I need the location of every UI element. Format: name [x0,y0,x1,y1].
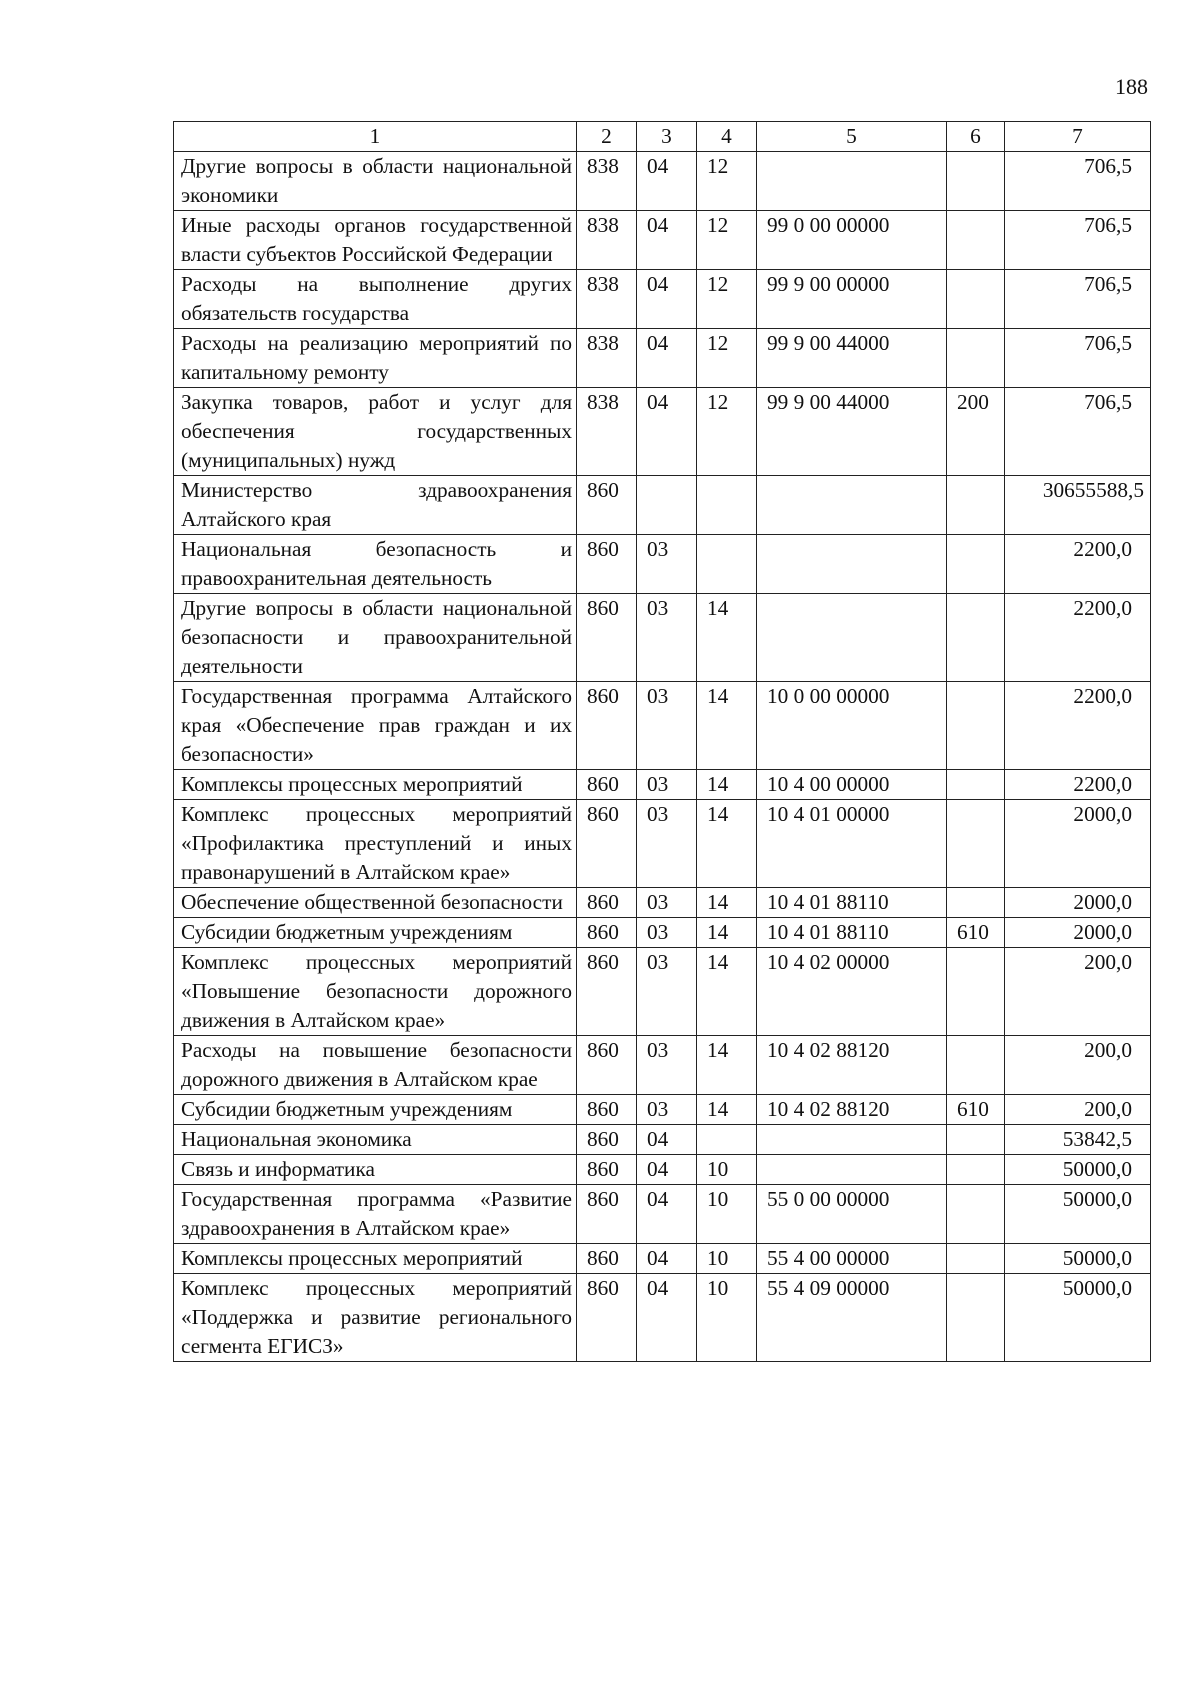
section-cell: 04 [637,1155,697,1185]
sum-cell: 50000,0 [1005,1274,1151,1362]
subsection-cell: 14 [697,682,757,770]
table-row [174,1244,1151,1274]
name-cell: Расходы на выполнение других обязательств государства [174,270,577,329]
section-cell: 04 [637,329,697,388]
ministry-code-cell: 838 [577,152,637,211]
ministry-code-cell: 860 [577,1125,637,1155]
sum-cell: 2200,0 [1005,594,1151,682]
section-cell: 04 [637,1185,697,1244]
name-cell: Другие вопросы в области национальной безопасности и правоохранительной деятельности [174,594,577,682]
expense-type-cell: 610 [947,1095,1005,1125]
expense-type-cell: 610 [947,918,1005,948]
expense-type-cell [947,329,1005,388]
sum-cell: 706,5 [1005,388,1151,476]
table-row [174,1095,1151,1125]
expense-type-cell [947,1125,1005,1155]
ministry-code-cell: 860 [577,800,637,888]
target-article-cell: 10 4 02 88120 [757,1036,947,1095]
subsection-cell: 10 [697,1185,757,1244]
expense-type-cell [947,152,1005,211]
subsection-cell: 14 [697,1095,757,1125]
expense-type-cell [947,1036,1005,1095]
subsection-cell: 12 [697,152,757,211]
name-cell: Иные расходы органов государственной власти субъектов Российской Федерации [174,211,577,270]
ministry-code-cell: 860 [577,948,637,1036]
target-article-cell [757,152,947,211]
target-article-cell: 55 0 00 00000 [757,1185,947,1244]
ministry-code-cell: 838 [577,329,637,388]
page-number: 188 [1115,74,1148,99]
target-article-cell: 10 4 02 00000 [757,948,947,1036]
expense-type-cell [947,1274,1005,1362]
section-cell: 04 [637,152,697,211]
target-article-cell: 10 4 00 00000 [757,770,947,800]
ministry-code-cell: 838 [577,270,637,329]
section-cell: 04 [637,270,697,329]
name-cell: Государственная программа «Развитие здравоохранения в Алтайском крае» [174,1185,577,1244]
ministry-code-cell: 860 [577,476,637,535]
header-cell-1: 1 [174,122,577,152]
target-article-cell: 55 4 00 00000 [757,1244,947,1274]
sum-cell: 53842,5 [1005,1125,1151,1155]
name-cell: Комплексы процессных мероприятий [174,770,577,800]
table-row [174,329,1151,388]
header-cell-5: 5 [757,122,947,152]
subsection-cell: 14 [697,918,757,948]
sum-cell: 706,5 [1005,270,1151,329]
target-article-cell: 99 9 00 44000 [757,388,947,476]
table-row [174,594,1151,682]
ministry-code-cell: 860 [577,1244,637,1274]
header-cell-7: 7 [1005,122,1151,152]
name-cell: Комплекс процессных мероприятий «Поддержка и развитие регионального сегмента ЕГИСЗ» [174,1274,577,1362]
table-body [174,152,1151,1362]
sum-cell: 2200,0 [1005,535,1151,594]
subsection-cell [697,535,757,594]
subsection-cell [697,476,757,535]
target-article-cell: 99 9 00 44000 [757,329,947,388]
table-row [174,800,1151,888]
name-cell: Субсидии бюджетным учреждениям [174,918,577,948]
expense-type-cell [947,211,1005,270]
subsection-cell: 14 [697,800,757,888]
subsection-cell: 10 [697,1155,757,1185]
name-cell: Другие вопросы в области национальной экономики [174,152,577,211]
table-row [174,270,1151,329]
table-row [174,1274,1151,1362]
name-cell: Обеспечение общественной безопасности [174,888,577,918]
table-row [174,888,1151,918]
ministry-code-cell: 860 [577,1155,637,1185]
table-row [174,682,1151,770]
expense-type-cell [947,1155,1005,1185]
section-cell: 03 [637,770,697,800]
target-article-cell [757,476,947,535]
name-cell: Субсидии бюджетным учреждениям [174,1095,577,1125]
table-row [174,476,1151,535]
budget-table [173,121,1151,1362]
sum-cell: 2200,0 [1005,770,1151,800]
ministry-code-cell: 860 [577,594,637,682]
header-cell-2: 2 [577,122,637,152]
ministry-code-cell: 838 [577,388,637,476]
name-cell: Комплексы процессных мероприятий [174,1244,577,1274]
table-row [174,152,1151,211]
header-cell-4: 4 [697,122,757,152]
section-cell: 03 [637,1036,697,1095]
sum-cell: 706,5 [1005,329,1151,388]
subsection-cell: 12 [697,270,757,329]
subsection-cell: 10 [697,1274,757,1362]
subsection-cell: 12 [697,329,757,388]
sum-cell: 2000,0 [1005,888,1151,918]
section-cell: 04 [637,1125,697,1155]
section-cell: 03 [637,682,697,770]
subsection-cell: 14 [697,888,757,918]
header-cell-6: 6 [947,122,1005,152]
table-row [174,1036,1151,1095]
expense-type-cell [947,1244,1005,1274]
header-row [174,122,1151,152]
target-article-cell: 99 0 00 00000 [757,211,947,270]
table-row [174,1185,1151,1244]
sum-cell: 2000,0 [1005,918,1151,948]
target-article-cell: 10 4 01 88110 [757,888,947,918]
subsection-cell [697,1125,757,1155]
target-article-cell: 55 4 09 00000 [757,1274,947,1362]
ministry-code-cell: 860 [577,535,637,594]
section-cell: 03 [637,948,697,1036]
sum-cell: 200,0 [1005,1095,1151,1125]
subsection-cell: 14 [697,1036,757,1095]
section-cell [637,476,697,535]
name-cell: Национальная безопасность и правоохранительная деятельность [174,535,577,594]
ministry-code-cell: 860 [577,682,637,770]
sum-cell: 2200,0 [1005,682,1151,770]
target-article-cell: 10 4 02 88120 [757,1095,947,1125]
ministry-code-cell: 860 [577,1036,637,1095]
ministry-code-cell: 860 [577,1095,637,1125]
header-cell-3: 3 [637,122,697,152]
target-article-cell: 99 9 00 00000 [757,270,947,329]
expense-type-cell [947,682,1005,770]
expense-type-cell [947,270,1005,329]
target-article-cell: 10 4 01 88110 [757,918,947,948]
name-cell: Связь и информатика [174,1155,577,1185]
table-row [174,211,1151,270]
subsection-cell: 12 [697,388,757,476]
target-article-cell [757,1125,947,1155]
expense-type-cell [947,535,1005,594]
section-cell: 03 [637,594,697,682]
target-article-cell [757,1155,947,1185]
table-row [174,535,1151,594]
sum-cell: 30655588,5 [1005,476,1151,535]
subsection-cell: 10 [697,1244,757,1274]
sum-cell: 50000,0 [1005,1185,1151,1244]
sum-cell: 200,0 [1005,1036,1151,1095]
expense-type-cell [947,770,1005,800]
target-article-cell: 10 0 00 00000 [757,682,947,770]
section-cell: 03 [637,888,697,918]
table-row [174,948,1151,1036]
ministry-code-cell: 860 [577,770,637,800]
expense-type-cell [947,476,1005,535]
expense-type-cell [947,594,1005,682]
name-cell: Национальная экономика [174,1125,577,1155]
table-row [174,388,1151,476]
expense-type-cell [947,1185,1005,1244]
ministry-code-cell: 838 [577,211,637,270]
expense-type-cell [947,888,1005,918]
target-article-cell [757,594,947,682]
section-cell: 03 [637,800,697,888]
expense-type-cell: 200 [947,388,1005,476]
section-cell: 03 [637,535,697,594]
table-row [174,770,1151,800]
table-row [174,918,1151,948]
section-cell: 04 [637,211,697,270]
name-cell: Комплекс процессных мероприятий «Повышение безопасности дорожного движения в Алтайском крае» [174,948,577,1036]
subsection-cell: 14 [697,594,757,682]
table-row [174,1155,1151,1185]
section-cell: 04 [637,388,697,476]
target-article-cell [757,535,947,594]
expense-type-cell [947,800,1005,888]
name-cell: Государственная программа Алтайского края «Обеспечение прав граждан и их безопасности» [174,682,577,770]
ministry-code-cell: 860 [577,1185,637,1244]
table-row [174,1125,1151,1155]
section-cell: 04 [637,1244,697,1274]
sum-cell: 50000,0 [1005,1155,1151,1185]
ministry-code-cell: 860 [577,1274,637,1362]
section-cell: 04 [637,1274,697,1362]
subsection-cell: 12 [697,211,757,270]
sum-cell: 2000,0 [1005,800,1151,888]
name-cell: Закупка товаров, работ и услуг для обеспечения государственных (муниципальных) нужд [174,388,577,476]
section-cell: 03 [637,1095,697,1125]
sum-cell: 706,5 [1005,152,1151,211]
name-cell: Министерство здравоохранения Алтайского края [174,476,577,535]
expense-type-cell [947,948,1005,1036]
sum-cell: 200,0 [1005,948,1151,1036]
subsection-cell: 14 [697,770,757,800]
section-cell: 03 [637,918,697,948]
ministry-code-cell: 860 [577,888,637,918]
name-cell: Комплекс процессных мероприятий «Профилактика преступлений и иных правонарушений в Алтайском крае» [174,800,577,888]
sum-cell: 706,5 [1005,211,1151,270]
name-cell: Расходы на реализацию мероприятий по капитальному ремонту [174,329,577,388]
target-article-cell: 10 4 01 00000 [757,800,947,888]
subsection-cell: 14 [697,948,757,1036]
ministry-code-cell: 860 [577,918,637,948]
sum-cell: 50000,0 [1005,1244,1151,1274]
name-cell: Расходы на повышение безопасности дорожного движения в Алтайском крае [174,1036,577,1095]
